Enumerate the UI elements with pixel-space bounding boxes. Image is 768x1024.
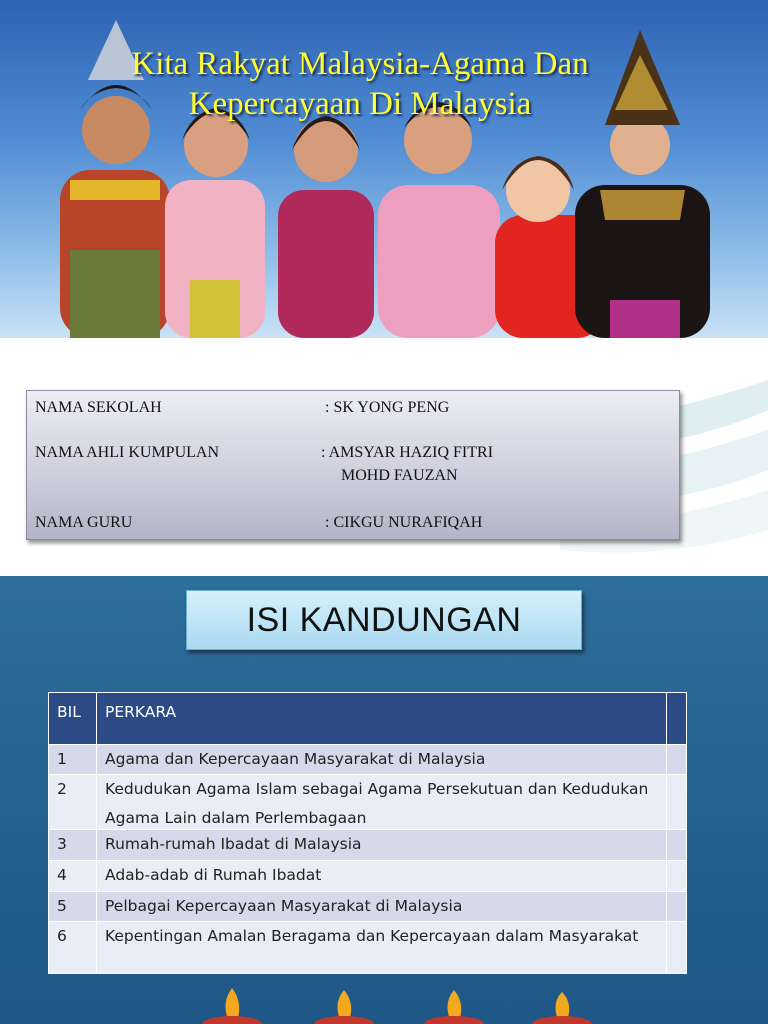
presentation-title: [40, 44, 680, 124]
table-row: [49, 922, 687, 974]
title-line-1: Kita Rakyat Malaysia-Agama Dan: [131, 46, 589, 82]
cell-spacer: [667, 830, 687, 861]
cell-perkara-text: Kedudukan Agama Islam sebagai Agama Persekutuan dan Kedudukan Agama Lain dalam Perlembagaan: [105, 780, 649, 827]
header-spacer: [667, 693, 687, 745]
cell-bil: 6: [49, 922, 97, 974]
toc-table: [48, 692, 687, 974]
child-3-figure: [278, 116, 374, 338]
title-line-2: Kepercayaan Di Malaysia: [188, 86, 532, 122]
lamp-flame-2: [314, 990, 374, 1024]
toc-header-row: [49, 693, 687, 745]
header-perkara: PERKARA: [97, 693, 667, 745]
cell-perkara-text: Kepentingan Amalan Beragama dan Kepercayaan dalam Masyarakat: [105, 927, 639, 945]
table-row: [49, 861, 687, 892]
info-value: : AMSYAR HAZIQ FITRI: [321, 444, 494, 461]
lamp-flame-3: [424, 990, 484, 1024]
cell-perkara: [97, 922, 667, 974]
toc-title: ISI KANDUNGAN: [186, 590, 582, 650]
info-label: NAMA SEKOLAH: [35, 399, 162, 416]
cell-spacer: [667, 861, 687, 892]
cell-perkara: Pelbagai Kepercayaan Masyarakat di Malaysia: [97, 892, 667, 922]
slide-cover: [0, 0, 768, 338]
table-row: [49, 745, 687, 775]
cell-perkara: Agama dan Kepercayaan Masyarakat di Malaysia: [97, 745, 667, 775]
cell-bil: 4: [49, 861, 97, 892]
cell-spacer: [667, 745, 687, 775]
header-bil: BIL: [49, 693, 97, 745]
cell-perkara: [97, 775, 667, 830]
child-4-figure: [378, 102, 500, 338]
info-value-second-member: MOHD FAUZAN: [341, 467, 458, 484]
slide-table-of-contents: [0, 576, 768, 1024]
cell-spacer: [667, 922, 687, 974]
info-label: NAMA GURU: [35, 514, 133, 531]
lamp-flame-1: [202, 988, 262, 1024]
table-row: [49, 830, 687, 861]
info-value: : CIKGU NURAFIQAH: [325, 514, 483, 531]
cell-perkara: Rumah-rumah Ibadat di Malaysia: [97, 830, 667, 861]
lamp-flame-4: [532, 992, 592, 1024]
cell-spacer: [667, 892, 687, 922]
group-info-box: [26, 390, 680, 540]
oil-lamp-decoration: [180, 984, 600, 1024]
cell-bil: 2: [49, 775, 97, 830]
cell-spacer: [667, 775, 687, 830]
info-value: : SK YONG PENG: [325, 399, 450, 416]
table-row: [49, 775, 687, 830]
cell-bil: 5: [49, 892, 97, 922]
cell-perkara: Adab-adab di Rumah Ibadat: [97, 861, 667, 892]
info-label: NAMA AHLI KUMPULAN: [35, 444, 220, 461]
cell-bil: 1: [49, 745, 97, 775]
cell-bil: 3: [49, 830, 97, 861]
table-row: [49, 892, 687, 922]
child-2-figure: [165, 108, 265, 338]
